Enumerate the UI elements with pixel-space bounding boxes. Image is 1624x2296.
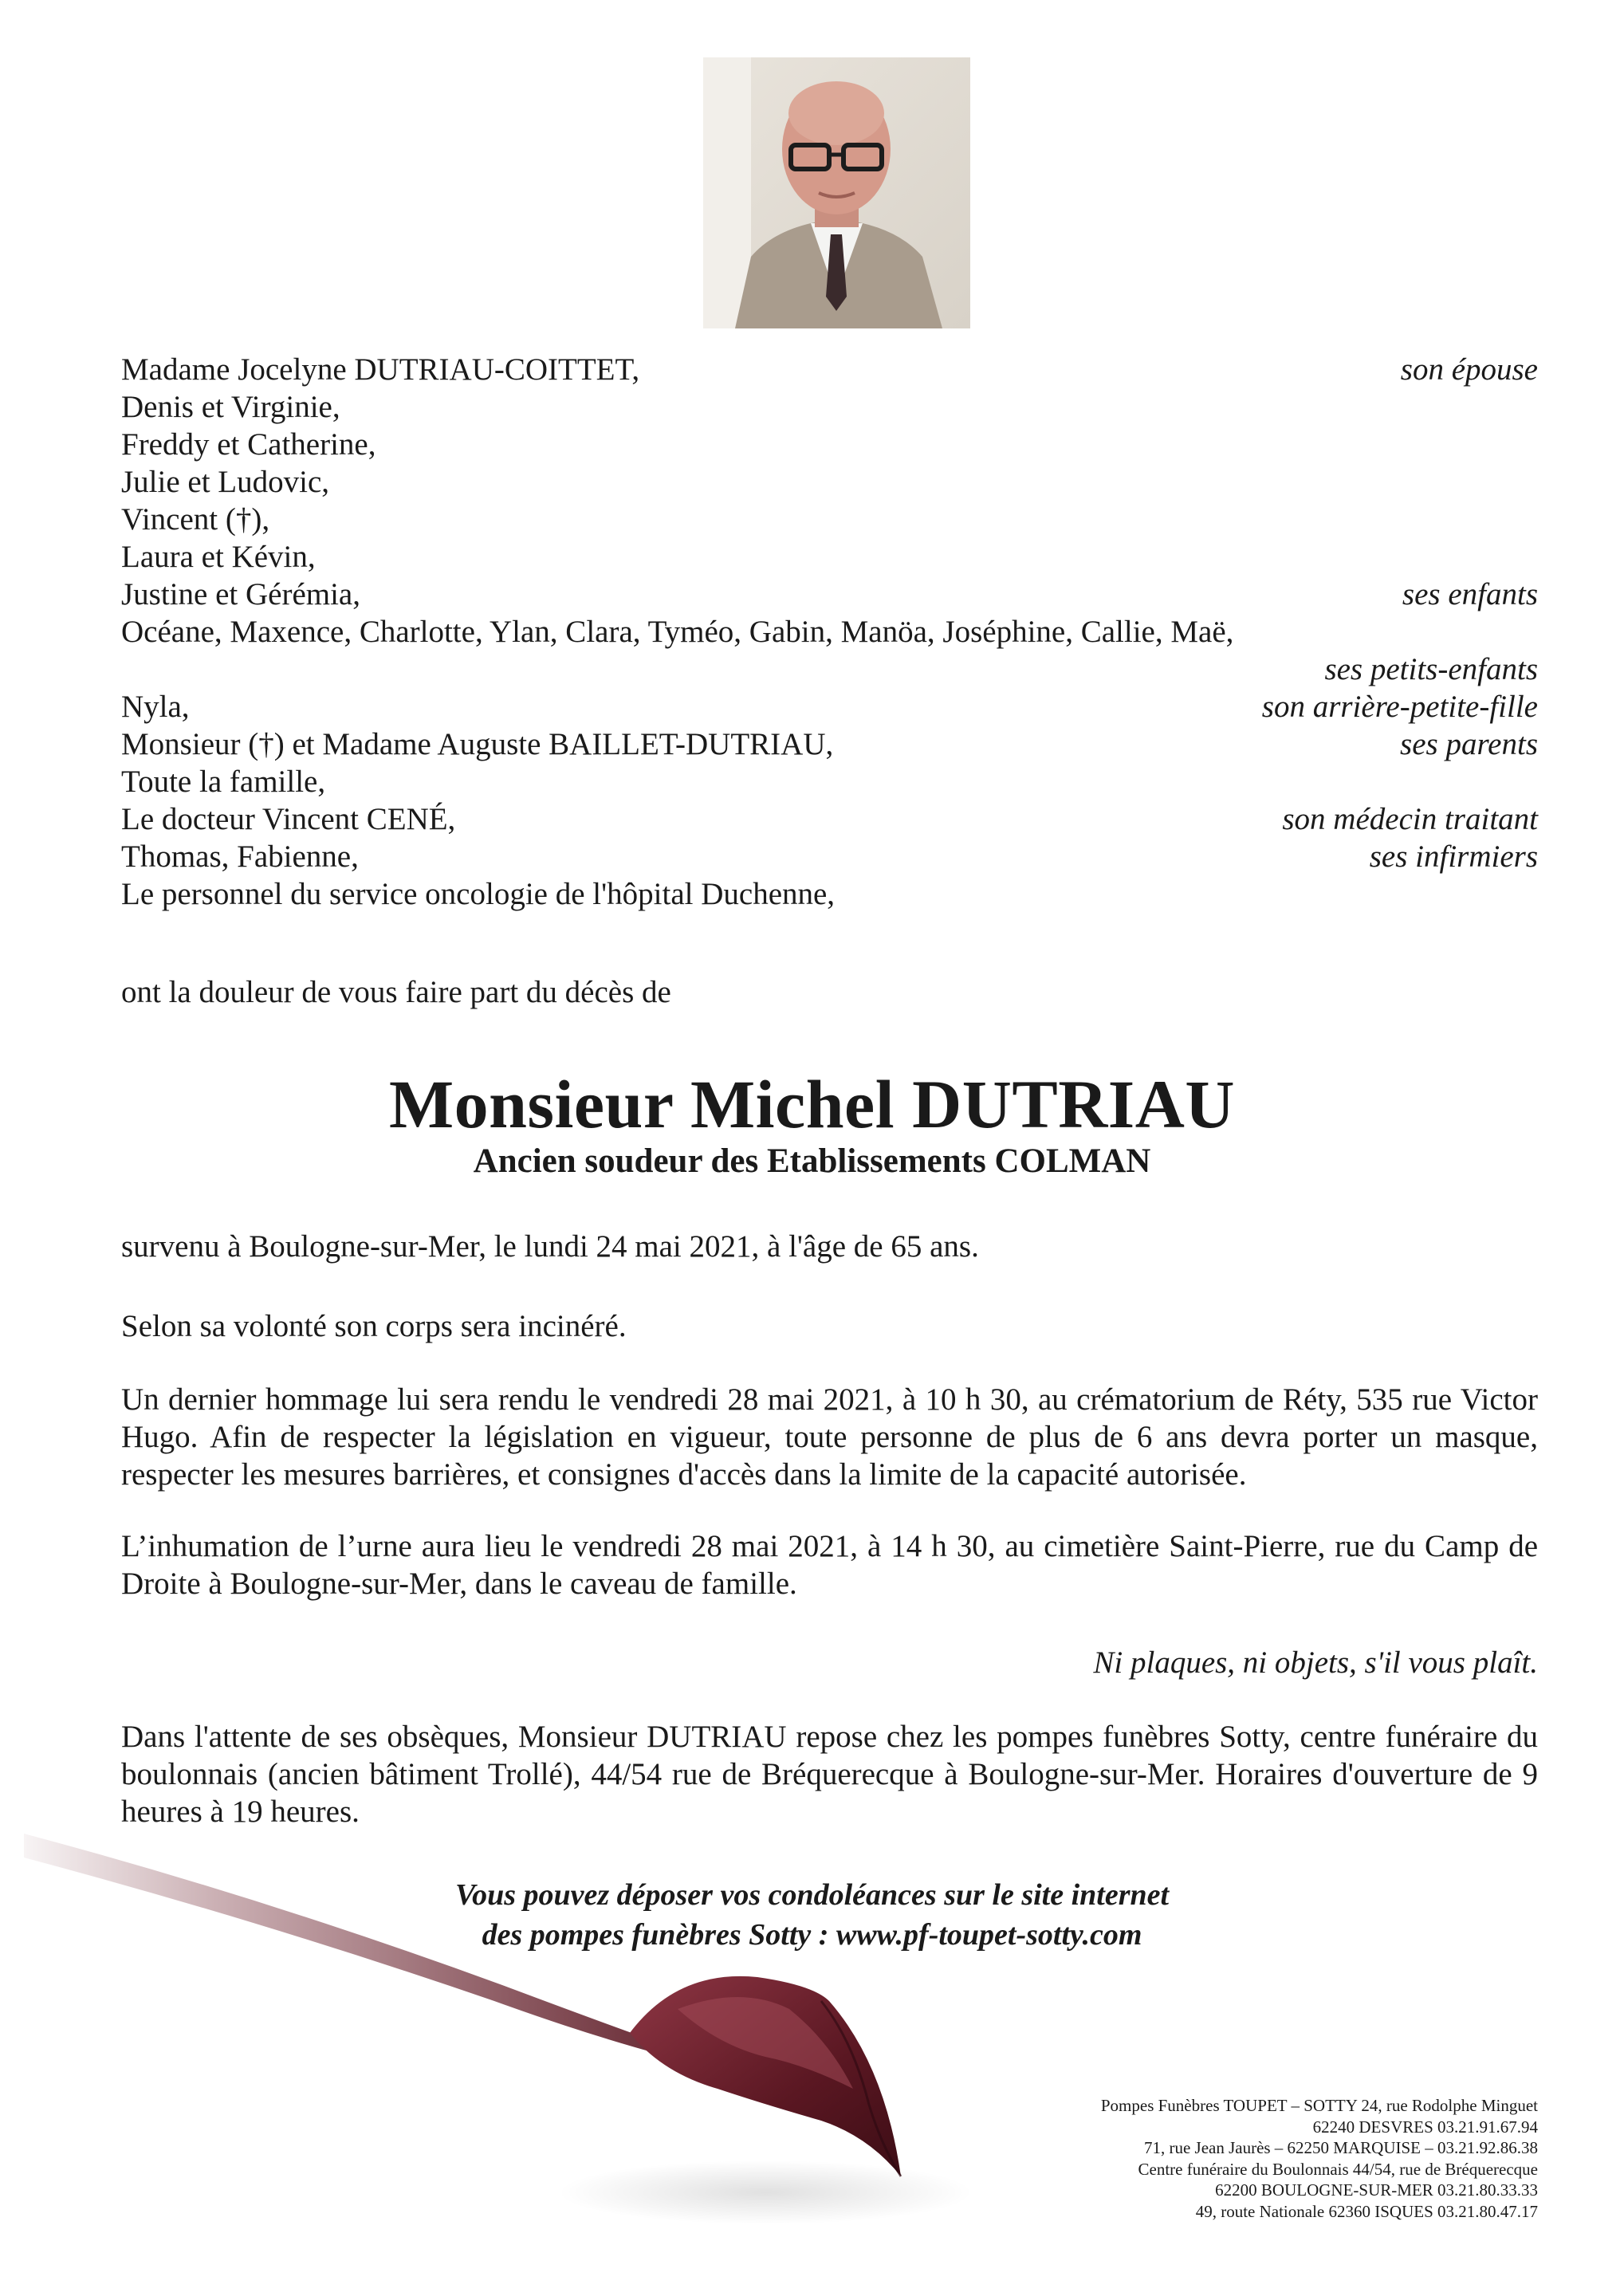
no-flowers-note: Ni plaques, ni objets, s'il vous plaît. xyxy=(1093,1645,1538,1680)
calla-lily-flower-icon xyxy=(24,1802,981,2248)
cremation-paragraph: Selon sa volonté son corps sera incinéré. xyxy=(121,1309,627,1343)
deceased-title: Ancien soudeur des Etablissements COLMAN xyxy=(473,1142,1151,1180)
address-line: Centre funéraire du Boulonnais 44/54, rue de Bréquerecque xyxy=(1138,2159,1538,2179)
family-member: Vincent (†), xyxy=(121,502,270,537)
family-relation: son médecin traitant xyxy=(1282,802,1538,836)
family-relation: son épouse xyxy=(1400,352,1538,387)
burial-paragraph: L’inhumation de l’urne aura lieu le vendredi 28 mai 2021, à 14 h 30, au cimetière Saint-Pierre, rue du Camp de Droite à Boulogne-sur-Mer, dans le caveau de famille. xyxy=(121,1529,1538,1601)
deceased-name: Monsieur Michel DUTRIAU xyxy=(389,1066,1235,1142)
family-member: Freddy et Catherine, xyxy=(121,427,376,462)
rest-paragraph: Dans l'attente de ses obsèques, Monsieur DUTRIAU repose chez les pompes funèbres Sotty, centre funéraire du boulonnais (ancien bâtiment Trollé), 44/54 rue de Bréquerecque à Boulogne-sur-Mer. Horaires d'ouverture de 9 heures à 19 heures. xyxy=(121,1720,1538,1829)
family-member: Thomas, Fabienne, xyxy=(121,839,359,874)
address-line: 62240 DESVRES 03.21.91.67.94 xyxy=(1312,2117,1538,2137)
homage-paragraph: Un dernier hommage lui sera rendu le vendredi 28 mai 2021, à 10 h 30, au crématorium de Réty, 535 rue Victor Hugo. Afin de respecter la législation en vigueur, toute personne de plus de 6 ans devra porter un masque, respecter les mesures barrières, et consignes d'accès dans la limite de la capacité autorisée. xyxy=(121,1382,1538,1492)
death-paragraph: survenu à Boulogne-sur-Mer, le lundi 24 mai 2021, à l'âge de 65 ans. xyxy=(121,1229,979,1264)
family-member: Le personnel du service oncologie de l'hôpital Duchenne, xyxy=(121,877,836,911)
portrait-photo xyxy=(703,57,970,328)
funeral-home-addresses xyxy=(1101,2095,1538,2222)
address-line: Pompes Funèbres TOUPET – SOTTY 24, rue Rodolphe Minguet xyxy=(1100,2096,1538,2115)
family-member: Madame Jocelyne DUTRIAU-COITTET, xyxy=(121,352,640,387)
address-line: 49, route Nationale 62360 ISQUES 03.21.80.47.17 xyxy=(1195,2201,1538,2221)
family-relation: ses petits-enfants xyxy=(1324,652,1538,686)
family-member: Justine et Gérémia, xyxy=(121,577,360,611)
condolences-line-1: Vous pouvez déposer vos condoléances sur le site internet xyxy=(454,1878,1170,1912)
condolences-website-line[interactable]: des pompes funèbres Sotty : www.pf-toupet-sotty.com xyxy=(482,1918,1142,1952)
family-member: Nyla, xyxy=(121,690,190,724)
family-relation: ses parents xyxy=(1400,727,1538,761)
family-relation: ses infirmiers xyxy=(1369,839,1538,874)
family-member: Océane, Maxence, Charlotte, Ylan, Clara, Tyméo, Gabin, Manöa, Joséphine, Callie, Maë, xyxy=(121,615,1234,649)
family-relation: son arrière-petite-fille xyxy=(1261,690,1538,724)
family-member: Denis et Virginie, xyxy=(121,390,340,424)
announcement-intro: ont la douleur de vous faire part du décès de xyxy=(121,975,671,1009)
family-member: Monsieur (†) et Madame Auguste BAILLET-DUTRIAU, xyxy=(121,727,834,761)
family-relation: ses enfants xyxy=(1402,577,1538,611)
family-member: Laura et Kévin, xyxy=(121,540,316,574)
condolences-note xyxy=(0,1875,1624,1955)
family-member: Toute la famille, xyxy=(121,765,326,799)
family-member: Julie et Ludovic, xyxy=(121,465,330,499)
address-line: 71, rue Jean Jaurès – 62250 MARQUISE – 03.21.92.86.38 xyxy=(1143,2138,1538,2157)
family-member: Le docteur Vincent CENÉ, xyxy=(121,802,456,836)
address-line: 62200 BOULOGNE-SUR-MER 03.21.80.33.33 xyxy=(1215,2180,1538,2200)
